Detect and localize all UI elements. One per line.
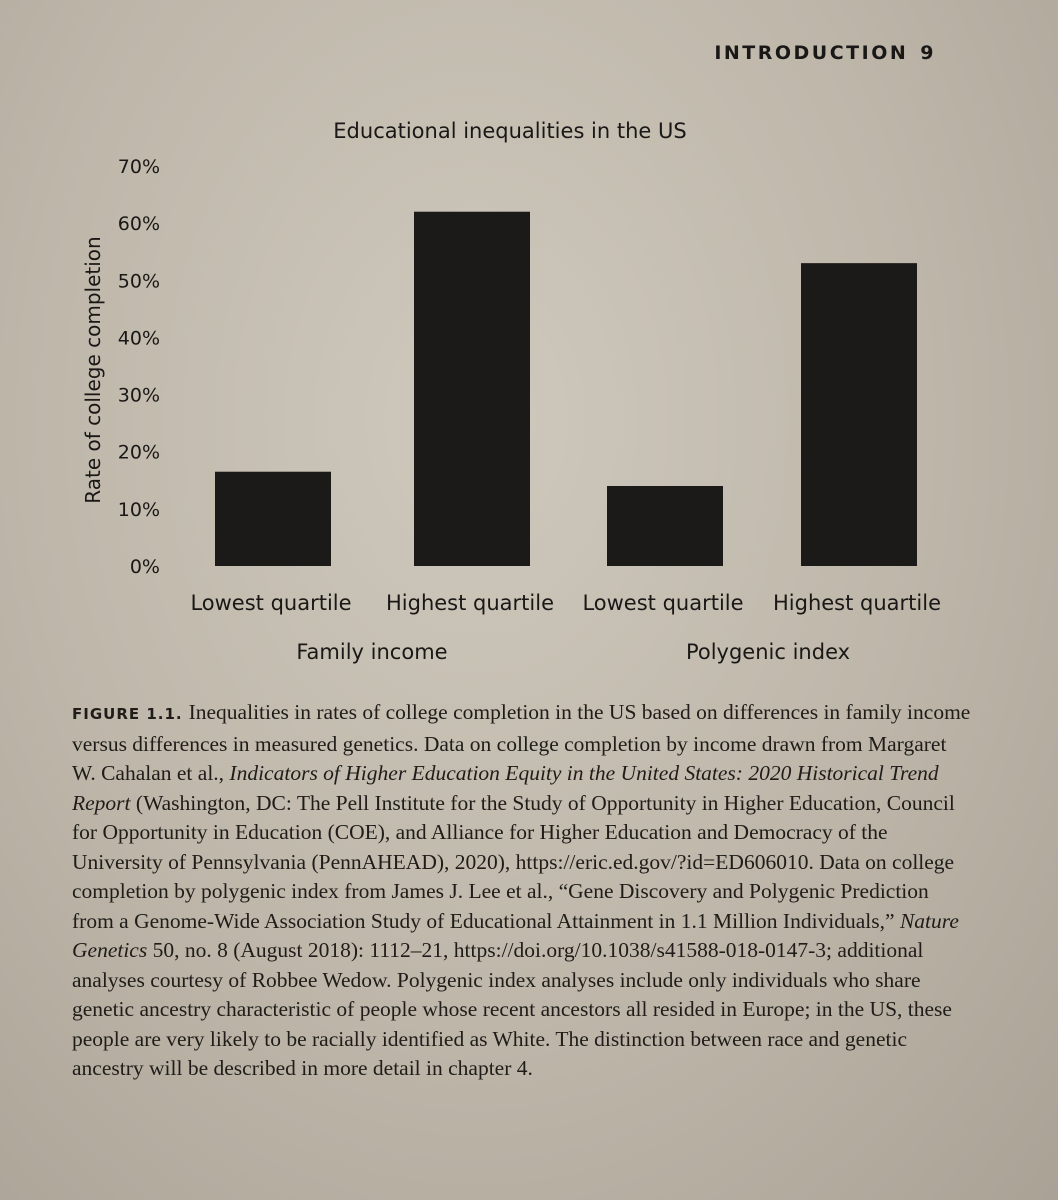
caption-text-1: Inequalities in rates of college completion in the US based on differences in family income versus differences in measured genetics. Data on college completion by income drawn from Margaret W. Cahalan et al., bbox=[72, 700, 971, 785]
bar bbox=[607, 486, 723, 566]
y-axis-label: Rate of college completion bbox=[81, 236, 105, 504]
y-tick-label: 60% bbox=[117, 213, 160, 236]
caption-text-2: (Washington, DC: The Pell Institute for the Study of Opportunity in Higher Education, Council for Opportunity in Education (COE), and Alliance for Higher Education and Democracy of the University of Pennsylvania (PennAHEAD), 2020), https://eric.ed.gov/?id=ED606010. Data on college completion by polygenic index from James J. Lee et al., “Gene Discovery and Polygenic Prediction from a Genome-Wide Association Study of Educational Attainment in 1.1 Million Individuals,” bbox=[72, 790, 955, 933]
group-label: Family income bbox=[296, 640, 448, 664]
y-tick-label: 40% bbox=[117, 327, 160, 350]
figure-caption bbox=[72, 698, 972, 1084]
bar bbox=[414, 212, 530, 566]
figure-label: FIGURE 1.1. bbox=[72, 705, 183, 723]
y-tick-label: 70% bbox=[117, 156, 160, 178]
x-tick-label: Highest quartile bbox=[773, 591, 941, 615]
x-tick-label: Highest quartile bbox=[386, 591, 554, 615]
caption-title-1: Indicators of Higher Education Equity in the United States: 2020 Historical Trend Report bbox=[72, 761, 939, 815]
group-labels bbox=[296, 640, 850, 664]
caption-title-2: Nature Genetics bbox=[72, 908, 959, 962]
y-tick-label: 10% bbox=[117, 498, 160, 521]
section-title: INTRODUCTION bbox=[714, 42, 909, 64]
bar bbox=[801, 263, 917, 566]
group-label: Polygenic index bbox=[685, 640, 851, 664]
y-axis-ticks bbox=[118, 156, 160, 578]
page-number: 9 bbox=[920, 42, 936, 64]
y-tick-label: 30% bbox=[117, 384, 160, 407]
x-axis-ticks bbox=[190, 591, 941, 615]
x-tick-label: Lowest quartile bbox=[190, 591, 352, 615]
x-tick-label: Lowest quartile bbox=[582, 591, 744, 615]
bar bbox=[215, 472, 331, 566]
y-tick-label: 0% bbox=[129, 556, 160, 578]
chart-title: Educational inequalities in the US bbox=[333, 119, 687, 143]
bars bbox=[215, 212, 917, 566]
y-tick-label: 50% bbox=[117, 270, 160, 293]
y-tick-label: 20% bbox=[117, 441, 160, 464]
caption-text-3: 50, no. 8 (August 2018): 1112–21, https://doi.org/10.1038/s41588-018-0147-3; additional analyses courtesy of Robbee Wedow. Polygenic index analyses include only individuals who share genetic ancestry characteristic of people whose recent ancestors all resided in Europe; in the US, these people are very likely to be racially identified as White. The distinction between race and genetic ancestry will be described in more detail in chapter 4. bbox=[72, 938, 952, 1080]
